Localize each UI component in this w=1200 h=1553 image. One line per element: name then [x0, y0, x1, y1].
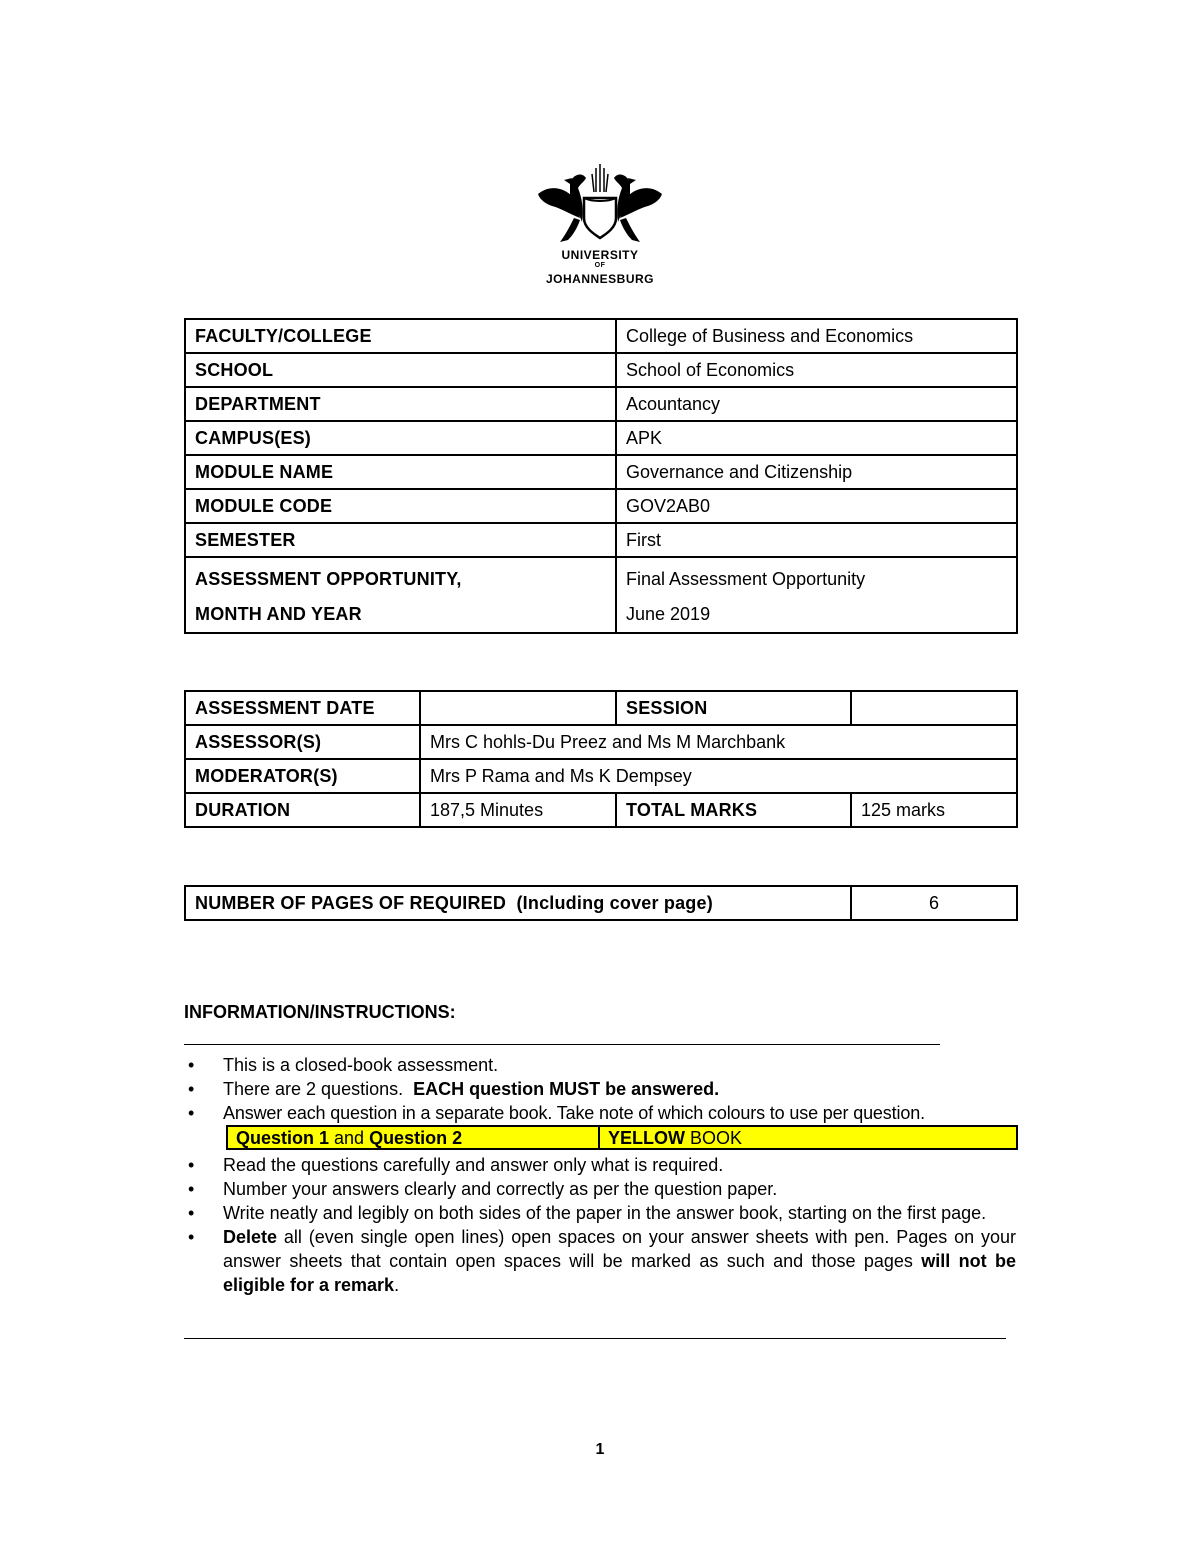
opportunity-label-line1: ASSESSMENT OPPORTUNITY,: [195, 569, 462, 589]
module-info-table: [184, 318, 1018, 634]
page-number: 1: [595, 1441, 605, 1458]
instruction-emphasis: EACH question MUST be answered.: [413, 1079, 720, 1099]
list-item: [184, 1101, 1016, 1125]
list-item: [184, 1177, 1016, 1201]
total-marks-label: TOTAL MARKS: [616, 793, 851, 827]
session-label: SESSION: [616, 691, 851, 725]
instruction-text: Read the questions carefully and answer only what is required.: [223, 1155, 724, 1175]
session-value: [851, 691, 1017, 725]
logo-university-text: UNIVERSITY: [561, 248, 639, 262]
table-row: [185, 759, 1017, 793]
assessment-date-label: ASSESSMENT DATE: [185, 691, 420, 725]
instructions-heading: INFORMATION/INSTRUCTIONS:: [184, 1002, 456, 1022]
table-row: [185, 691, 1017, 725]
total-marks-value: 125 marks: [851, 793, 1017, 827]
instruction-text: all (even single open lines) open spaces on your answer sheets with pen. Pages on your answer sheets that contain open spaces will be marked as such and those pages: [223, 1227, 1016, 1271]
duration-value: 187,5 Minutes: [420, 793, 616, 827]
and-text: and: [329, 1127, 370, 1148]
table-row: [227, 1126, 1017, 1149]
opportunity-value-line2: June 2019: [626, 604, 711, 624]
list-item: [184, 1053, 1016, 1077]
opportunity-value-line1: Final Assessment Opportunity: [626, 569, 866, 589]
list-item: [184, 1077, 1016, 1101]
instruction-text: Answer each question in a separate book. Take note of which colours to use per question.: [223, 1103, 925, 1123]
remark-emphasis: will not be eligible for a remark: [223, 1251, 1016, 1295]
delete-emphasis: Delete: [223, 1227, 278, 1247]
assessors-value: Mrs C hohls-Du Preez and Ms M Marchbank: [420, 725, 1017, 759]
book-colour-table: [226, 1125, 1018, 1150]
department-value: Acountancy: [616, 387, 1017, 421]
table-row: [185, 886, 1017, 920]
logo-johannesburg-text: JOHANNESBURG: [545, 272, 654, 286]
bullet-icon: •: [188, 1179, 195, 1199]
instruction-text: There are 2 questions.: [223, 1079, 414, 1099]
crest-icon: [530, 158, 670, 248]
moderators-label: MODERATOR(S): [185, 759, 420, 793]
duration-label: DURATION: [185, 793, 420, 827]
faculty-value: College of Business and Economics: [616, 319, 1017, 353]
opportunity-value: [616, 557, 1017, 633]
bullet-icon: •: [188, 1203, 195, 1223]
pages-table: [184, 885, 1018, 921]
table-row: [185, 557, 1017, 633]
questions-cell: [227, 1126, 599, 1149]
divider: [184, 1338, 1006, 1339]
department-label: DEPARTMENT: [185, 387, 616, 421]
table-row: [185, 725, 1017, 759]
table-row: [185, 523, 1017, 557]
instruction-text: Number your answers clearly and correctly as per the question paper.: [223, 1179, 778, 1199]
module-name-label: MODULE NAME: [185, 455, 616, 489]
divider: [184, 1044, 940, 1045]
semester-label: SEMESTER: [185, 523, 616, 557]
question-1-label: Question 1: [236, 1127, 330, 1148]
table-row: [185, 489, 1017, 523]
bullet-icon: •: [188, 1079, 195, 1099]
moderators-value: Mrs P Rama and Ms K Dempsey: [420, 759, 1017, 793]
school-label: SCHOOL: [185, 353, 616, 387]
list-item: [184, 1153, 1016, 1177]
campus-label: CAMPUS(ES): [185, 421, 616, 455]
list-item: [184, 1225, 1016, 1297]
table-row: [185, 421, 1017, 455]
pages-label: NUMBER OF PAGES OF REQUIRED (Including cover page): [185, 886, 851, 920]
opportunity-label: [185, 557, 616, 633]
book-colour-cell: [599, 1126, 1017, 1149]
bullet-icon: •: [188, 1103, 195, 1123]
assessment-date-value: [420, 691, 616, 725]
list-item: [184, 1201, 1016, 1225]
assessment-table: [184, 690, 1018, 828]
semester-value: First: [616, 523, 1017, 557]
pages-value: 6: [851, 886, 1017, 920]
faculty-label: FACULTY/COLLEGE: [185, 319, 616, 353]
table-row: [185, 353, 1017, 387]
assessors-label: ASSESSOR(S): [185, 725, 420, 759]
opportunity-label-line2: MONTH AND YEAR: [195, 604, 362, 624]
module-code-label: MODULE CODE: [185, 489, 616, 523]
table-row: [185, 319, 1017, 353]
table-row: [185, 455, 1017, 489]
campus-value: APK: [616, 421, 1017, 455]
instruction-text: Write neatly and legibly on both sides of the paper in the answer book, starting on the first page.: [223, 1203, 987, 1223]
instruction-text: .: [394, 1275, 400, 1295]
module-code-value: GOV2AB0: [616, 489, 1017, 523]
bullet-icon: •: [188, 1227, 195, 1247]
table-row: [185, 793, 1017, 827]
logo-of-text: OF: [594, 262, 606, 269]
school-value: School of Economics: [616, 353, 1017, 387]
table-row: [185, 387, 1017, 421]
book-text: BOOK: [685, 1127, 743, 1148]
instructions-list: [184, 1053, 1016, 1297]
instruction-text: This is a closed-book assessment.: [223, 1055, 499, 1075]
bullet-icon: •: [188, 1155, 195, 1175]
yellow-label: YELLOW: [608, 1127, 685, 1148]
module-name-value: Governance and Citizenship: [616, 455, 1017, 489]
university-logo: [530, 158, 670, 290]
question-2-label: Question 2: [369, 1127, 463, 1148]
color-table-row: [184, 1125, 1016, 1150]
bullet-icon: •: [188, 1055, 195, 1075]
